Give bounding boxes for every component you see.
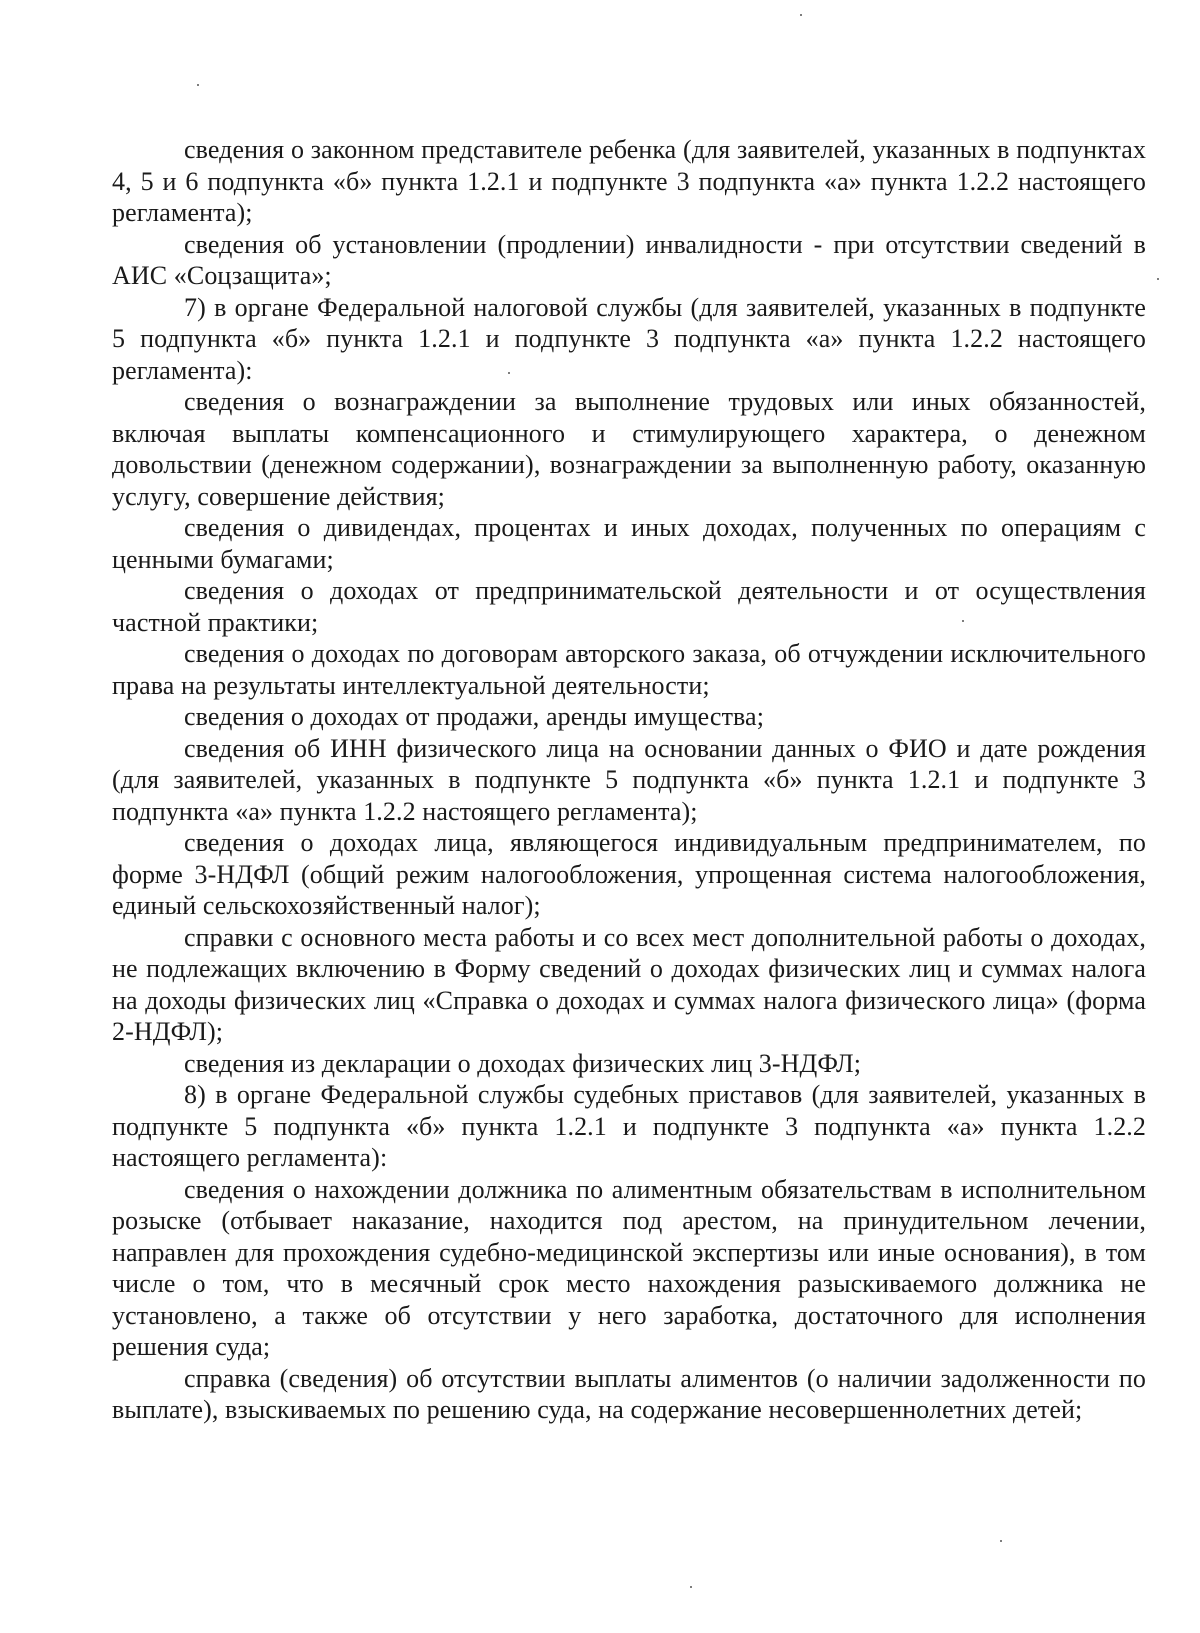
scan-speck — [690, 1586, 692, 1588]
paragraph: сведения о вознаграждении за выполнение трудовых или иных обязанностей, включая выплаты компенсационного и стимулирующего характера, о денежном довольствии (денежном содержании), вознаграждении за выполненную работу, оказанную услугу, совершение действия; — [112, 387, 1146, 511]
scan-speck — [1157, 278, 1159, 280]
paragraph: справки с основного места работы и со всех мест дополнительной работы о доходах, не подлежащих включению в Форму сведений о доходах физических лиц и суммах налога на доходы физических лиц «Справка о доходах и суммах налога физического лица» (форма 2-НДФЛ); — [112, 922, 1146, 1046]
document-body — [112, 134, 1146, 1426]
scan-speck — [1000, 1540, 1002, 1542]
paragraph: сведения о законном представителе ребенка (для заявителей, указанных в подпунктах 4, 5 и 6 подпункта «б» пункта 1.2.1 и подпункте 3 подпункта «а» пункта 1.2.2 настоящего регламента); — [112, 135, 1146, 227]
scan-speck — [197, 84, 199, 86]
paragraph: сведения об ИНН физического лица на основании данных о ФИО и дате рождения (для заявителей, указанных в подпункте 5 подпункта «б» пункта 1.2.1 и подпункте 3 подпункта «а» пункта 1.2.2 настоящего регламента); — [112, 733, 1146, 826]
paragraph: сведения о доходах по договорам авторского заказа, об отчуждении исключительного права на результаты интеллектуальной деятельности; — [112, 639, 1146, 700]
paragraph: 8) в органе Федеральной службы судебных приставов (для заявителей, указанных в подпункте 5 подпункта «б» пункта 1.2.1 и подпункте 3 подпункта «а» пункта 1.2.2 настоящего регламента): — [112, 1080, 1146, 1172]
scan-speck — [800, 14, 802, 16]
paragraph: 7) в органе Федеральной налоговой службы (для заявителей, указанных в подпункте 5 подпункта «б» пункта 1.2.1 и подпункте 3 подпункта «а» пункта 1.2.2 настоящего регламента): — [112, 292, 1146, 385]
scan-speck — [508, 372, 510, 374]
paragraph: сведения из декларации о доходах физических лиц 3-НДФЛ; — [184, 1048, 862, 1078]
paragraph: сведения об установлении (продлении) инвалидности - при отсутствии сведений в АИС «Соцзащита»; — [112, 229, 1146, 290]
scan-speck — [962, 620, 964, 622]
paragraph: сведения о доходах от предпринимательской деятельности и от осуществления частной практики; — [112, 576, 1146, 637]
paragraph: сведения о доходах лица, являющегося индивидуальным предпринимателем, по форме 3-НДФЛ (общий режим налогообложения, упрощенная система налогообложения, единый сельскохозяйственный налог); — [112, 828, 1146, 920]
paragraph: сведения о дивидендах, процентах и иных доходах, полученных по операциям с ценными бумагами; — [112, 513, 1146, 574]
paragraph: справка (сведения) об отсутствии выплаты алиментов (о наличии задолженности по выплате), взыскиваемых по решению суда, на содержание несовершеннолетних детей; — [112, 1363, 1146, 1424]
paragraph: сведения о доходах от продажи, аренды имущества; — [184, 702, 765, 731]
paragraph: сведения о нахождении должника по алиментным обязательствам в исполнительном розыске (отбывает наказание, находится под арестом, на принудительном лечении, направлен для прохождения судебно-медицинской экспертизы или иные основания), в том числе о том, что в месячный срок место нахождения разыскиваемого должника не установлено, а также об отсутствии у него заработка, достаточного для исполнения решения суда; — [112, 1174, 1146, 1361]
